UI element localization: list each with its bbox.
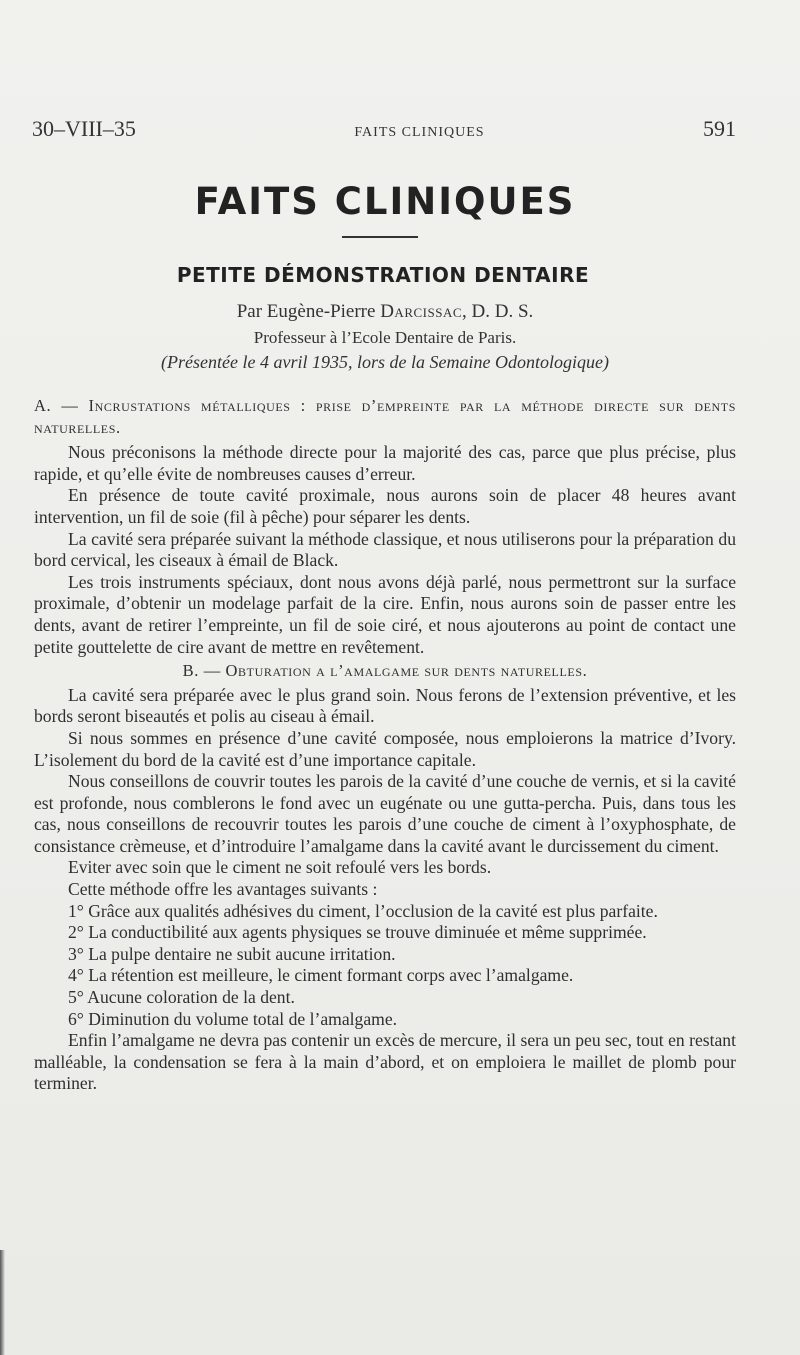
article-body [34, 395, 736, 1095]
list-item: 5° Aucune coloration de la dent. [68, 987, 295, 1008]
paragraph: Nous conseillons de couvrir toutes les parois de la cavité d’une couche de vernis, et si la cavité est profonde, nous comblerons le fond avec un eugénate ou une gutta-percha. Puis, dans tous les cas, nous conseillons de recouvrir toutes les parois d’une couche de ciment à l’oxyphosphate, de consistance crèmeuse, et d’introduire l’amalgame dans la cavité avant le durcissement du ciment. [34, 771, 736, 856]
presentation-note: (Présentée le 4 avril 1935, lors de la Semaine Odontologique) [161, 352, 609, 372]
section-title: FAITS CLINIQUES [194, 180, 576, 223]
section-heading-b: B. — Obturation a l’amalgame sur dents naturelles. [182, 661, 588, 681]
list-item: 2° La conductibilité aux agents physiques se trouve diminuée et même supprimée. [68, 922, 647, 943]
paragraph: Nous préconisons la méthode directe pour la majorité des cas, parce que plus précise, plus rapide, et qu’elle évite de nombreuses causes d’erreur. [34, 442, 736, 484]
author-surname: Darcissac [380, 301, 463, 322]
title-rule [342, 236, 418, 238]
page-number: 591 [703, 116, 736, 141]
issue-date: 30–VIII–35 [32, 116, 136, 141]
paragraph: La cavité sera préparée suivant la méthode classique, et nous utiliserons pour la préparation du bord cervical, les ciseaux à émail de Black. [34, 528, 736, 571]
byline-prefix: Par Eugène-Pierre [236, 301, 381, 322]
list-item: 4° La rétention est meilleure, le ciment formant corps avec l’amalgame. [68, 965, 574, 986]
section-heading-a: A. — Incrustations métalliques : prise d’empreinte par la méthode directe sur dents naturelles. [34, 396, 736, 437]
author-byline [0, 301, 770, 323]
author-degree: , D. D. S. [462, 301, 534, 322]
author-affiliation: Professeur à l’Ecole Dentaire de Paris. [253, 328, 517, 347]
running-head [32, 116, 736, 142]
paragraph: Eviter avec soin que le ciment ne soit refoulé vers les bords. [68, 857, 492, 878]
page-edge-shadow [0, 1250, 5, 1355]
paragraph: La cavité sera préparée avec le plus grand soin. Nous ferons de l’extension préventive, et les bords seront biseautés et polis au ciseau à émail. [34, 684, 736, 727]
list-item: 3° La pulpe dentaire ne subit aucune irritation. [68, 943, 396, 964]
list-item: 6° Diminution du volume total de l’amalgame. [68, 1008, 398, 1029]
article-title: PETITE DÉMONSTRATION DENTAIRE [176, 263, 590, 287]
paragraph: Si nous sommes en présence d’une cavité composée, nous emploierons la matrice d’Ivory. L’isolement du bord de la cavité est d’une importance capitale. [34, 727, 736, 770]
paragraph: Les trois instruments spéciaux, dont nous avons déjà parlé, nous permettront sur la surface proximale, d’obtenir un modelage parfait de la cire. Enfin, nous aurons soin de passer entre les dents, avant de retirer l’empreinte, un fil de soie ciré, et nous ajouterons au point de contact une petite gouttelette de cire avant de mettre en revêtement. [34, 571, 736, 657]
list-item: 1° Grâce aux qualités adhésives du ciment, l’occlusion de la cavité est plus parfaite. [68, 900, 658, 921]
paragraph: En présence de toute cavité proximale, nous aurons soin de placer 48 heures avant intervention, un fil de soie (fil à pêche) pour séparer les dents. [34, 485, 736, 527]
paragraph: Cette méthode offre les avantages suivants : [68, 879, 378, 900]
running-title: FAITS CLINIQUES [354, 125, 485, 140]
paragraph: Enfin l’amalgame ne devra pas contenir un excès de mercure, il sera un peu sec, tout en restant malléable, la condensation se fera à la main d’abord, et on emploiera le maillet de plomb pour terminer. [34, 1030, 736, 1094]
